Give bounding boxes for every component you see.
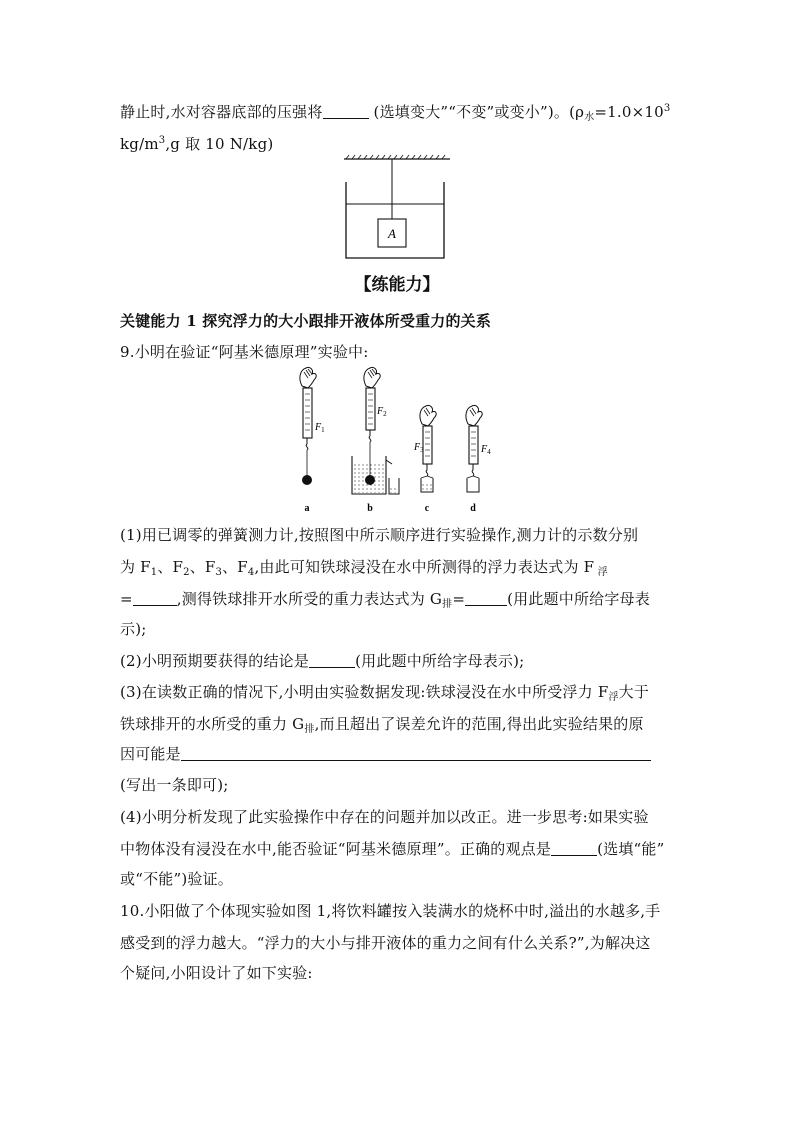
subscript: 排 — [304, 724, 315, 735]
q9-p1-line-3 — [120, 588, 650, 610]
q10-line-1: 10.小阳做了个体现实验如图 1,将饮料罐按入装满水的烧杯中时,溢出的水越多,手 — [120, 902, 661, 920]
subscript: 排 — [442, 599, 453, 610]
text: 铁球排开的水所受的重力 G — [120, 715, 305, 733]
text: (用此题中所给字母表 — [507, 590, 650, 608]
text: (2)小明预期要获得的结论是 — [120, 652, 310, 670]
q9-p1-line-1: (1)用已调零的弹簧测力计,按照图中所示顺序进行实验操作,测力计的示数分别 — [120, 526, 639, 544]
displaced-weight-answer-blank — [465, 590, 507, 606]
text: 、F — [157, 558, 184, 576]
q9-p1-line-2 — [120, 556, 608, 578]
text: = — [120, 590, 133, 608]
q10-line-3: 个疑问,小阳设计了如下实验: — [120, 964, 313, 982]
subscript: 浮 — [608, 692, 619, 703]
setup-d — [466, 405, 491, 514]
subscript: 4 — [247, 567, 255, 578]
q9-p3-line-3 — [120, 743, 651, 765]
can-verify-answer-blank — [551, 840, 597, 856]
force-label-f3: $F_3$ — [414, 442, 424, 454]
caption-b: b — [367, 503, 373, 514]
q9-p2-line — [120, 650, 524, 672]
key-ability-subheading: 关键能力 1 探究浮力的大小跟排开液体所受重力的关系 — [120, 312, 492, 330]
iron-ball-a — [302, 475, 312, 485]
q9-p3-line-1 — [120, 681, 649, 703]
subscript: 浮 — [594, 567, 608, 578]
q9-p4-line-2 — [120, 838, 665, 860]
setup-c — [413, 405, 436, 514]
text: ,由此可知铁球浸没在水中所测得的浮力表达式为 F — [254, 558, 595, 576]
q9-p3-line-4: (写出一条即可); — [120, 776, 229, 794]
text: 、F — [189, 558, 216, 576]
small-cup-d — [467, 478, 479, 492]
caption-d: d — [470, 503, 476, 514]
q8-answer-blank — [323, 103, 369, 119]
q9-p3-line-2 — [120, 713, 644, 735]
buoyancy-answer-blank — [133, 590, 177, 606]
text: (用此题中所给字母表示); — [355, 652, 525, 670]
q8-line-1 — [120, 101, 670, 123]
subscript: 2 — [183, 567, 190, 578]
q10-line-2: 感受到的浮力越大。“浮力的大小与排开液体的重力之间有什么关系?”,为解决这 — [120, 934, 651, 952]
q8-line-2 — [120, 133, 273, 155]
q8-text-a: 静止时,水对容器底部的压强将 — [120, 103, 323, 121]
setup-b — [352, 367, 399, 514]
text: ,而且超出了误差允许的范围,得出此实验结果的原 — [314, 715, 644, 733]
spring-scale-a — [303, 388, 312, 438]
text: (3)在读数正确的情况下,小明由实验数据发现:铁球浸没在水中所受浮力 F — [120, 683, 609, 701]
q8-text-c: =1.0×10 — [594, 103, 664, 121]
caption-c: c — [424, 503, 430, 514]
section-heading: 【练能力】 — [354, 275, 440, 295]
subscript: 1 — [150, 567, 158, 578]
text: 中物体没有浸没在水中,能否验证“阿基米德原理”。正确的观点是 — [120, 840, 552, 858]
text: 大于 — [618, 683, 650, 701]
q9-p4-line-3: 或“不能”)验证。 — [120, 870, 233, 888]
conclusion-answer-blank — [309, 652, 355, 668]
reason-answer-blank — [181, 745, 651, 761]
q8-unit-exponent: 3 — [158, 135, 166, 146]
q8-rho-subscript: 水 — [584, 112, 595, 123]
text: ,测得铁球排开水所受的重力表达式为 G — [176, 590, 443, 608]
q9-p1-line-4: 示); — [120, 620, 147, 638]
force-label-f4: $F_4$ — [481, 444, 491, 456]
text: 因可能是 — [120, 745, 181, 763]
q8-exponent: 3 — [663, 103, 671, 114]
setup-a — [300, 367, 325, 514]
text: 为 F — [120, 558, 151, 576]
q9-p4-line-1: (4)小明分析发现了此实验操作中存在的问题并加以改正。进一步思考:如果实验 — [120, 808, 649, 826]
text: (选填“能” — [597, 840, 665, 858]
q8-text-b: (选填变大”“不变”或变小”)。(ρ — [368, 103, 585, 121]
q8-unit-text: kg/m — [120, 135, 159, 153]
text: 、F — [222, 558, 248, 576]
q8-container-figure — [340, 152, 456, 264]
iron-ball-b — [365, 475, 375, 485]
block-a-label: A — [388, 226, 396, 241]
caption-a: a — [304, 503, 310, 514]
q9-experiment-figure — [286, 364, 506, 516]
force-label-f2: $F_2$ — [377, 406, 387, 418]
q8-g-value: ,g 取 10 N/kg) — [165, 135, 274, 153]
subscript: 3 — [215, 567, 223, 578]
force-label-f1: $F_1$ — [315, 422, 325, 434]
text: = — [452, 590, 466, 608]
q9-intro: 9.小明在验证“阿基米德原理”实验中: — [120, 343, 369, 361]
